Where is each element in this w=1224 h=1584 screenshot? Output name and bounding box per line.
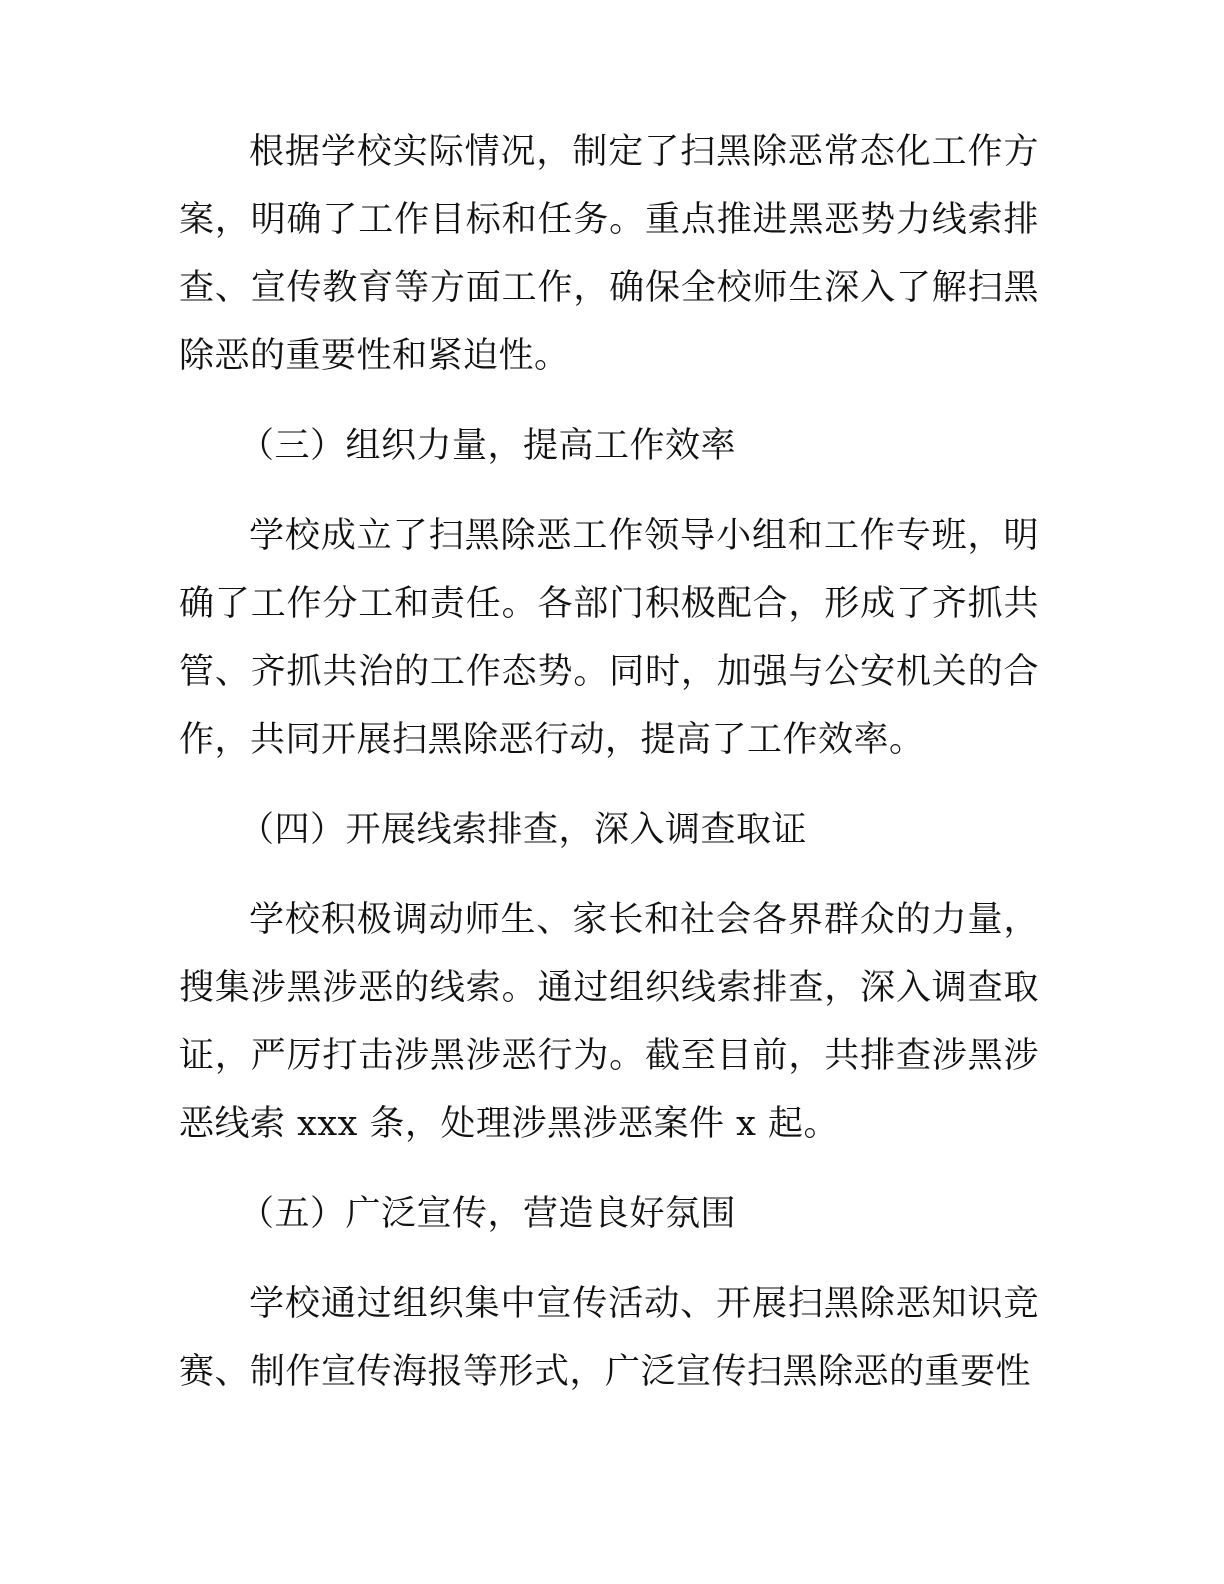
paragraph-organization: 学校成立了扫黑除恶工作领导小组和工作专班，明确了工作分工和责任。各部门积极配合，形成了齐抓共管、齐抓共治的工作态势。同时，加强与公安机关的合作，共同开展扫黑除恶行动，提高了工作效率。: [179, 516, 1039, 760]
section-heading-4: （四）开展线索排查，深入调查取证: [239, 810, 808, 850]
section-heading-5: （五）广泛宣传，营造良好氛围: [239, 1194, 737, 1234]
paragraph-plan: 根据学校实际情况，制定了扫黑除恶常态化工作方案，明确了工作目标和任务。重点推进黑恶势力线索排查、宣传教育等方面工作，确保全校师生深入了解扫黑除恶的重要性和紧迫性。: [179, 132, 1039, 376]
paragraph-publicity: 学校通过组织集中宣传活动、开展扫黑除恶知识竞赛、制作宣传海报等形式，广泛宣传扫黑除恶的重要性: [179, 1284, 1039, 1392]
paragraph-investigation: 学校积极调动师生、家长和社会各界群众的力量，搜集涉黑涉恶的线索。通过组织线索排查，深入调查取证，严厉打击涉黑涉恶行为。截至目前，共排查涉黑涉恶线索 xxx 条，处理涉黑涉恶案件 x 起。: [179, 900, 1039, 1144]
section-heading-3: （三）组织力量，提高工作效率: [239, 426, 737, 466]
document-body: [179, 118, 1039, 1406]
